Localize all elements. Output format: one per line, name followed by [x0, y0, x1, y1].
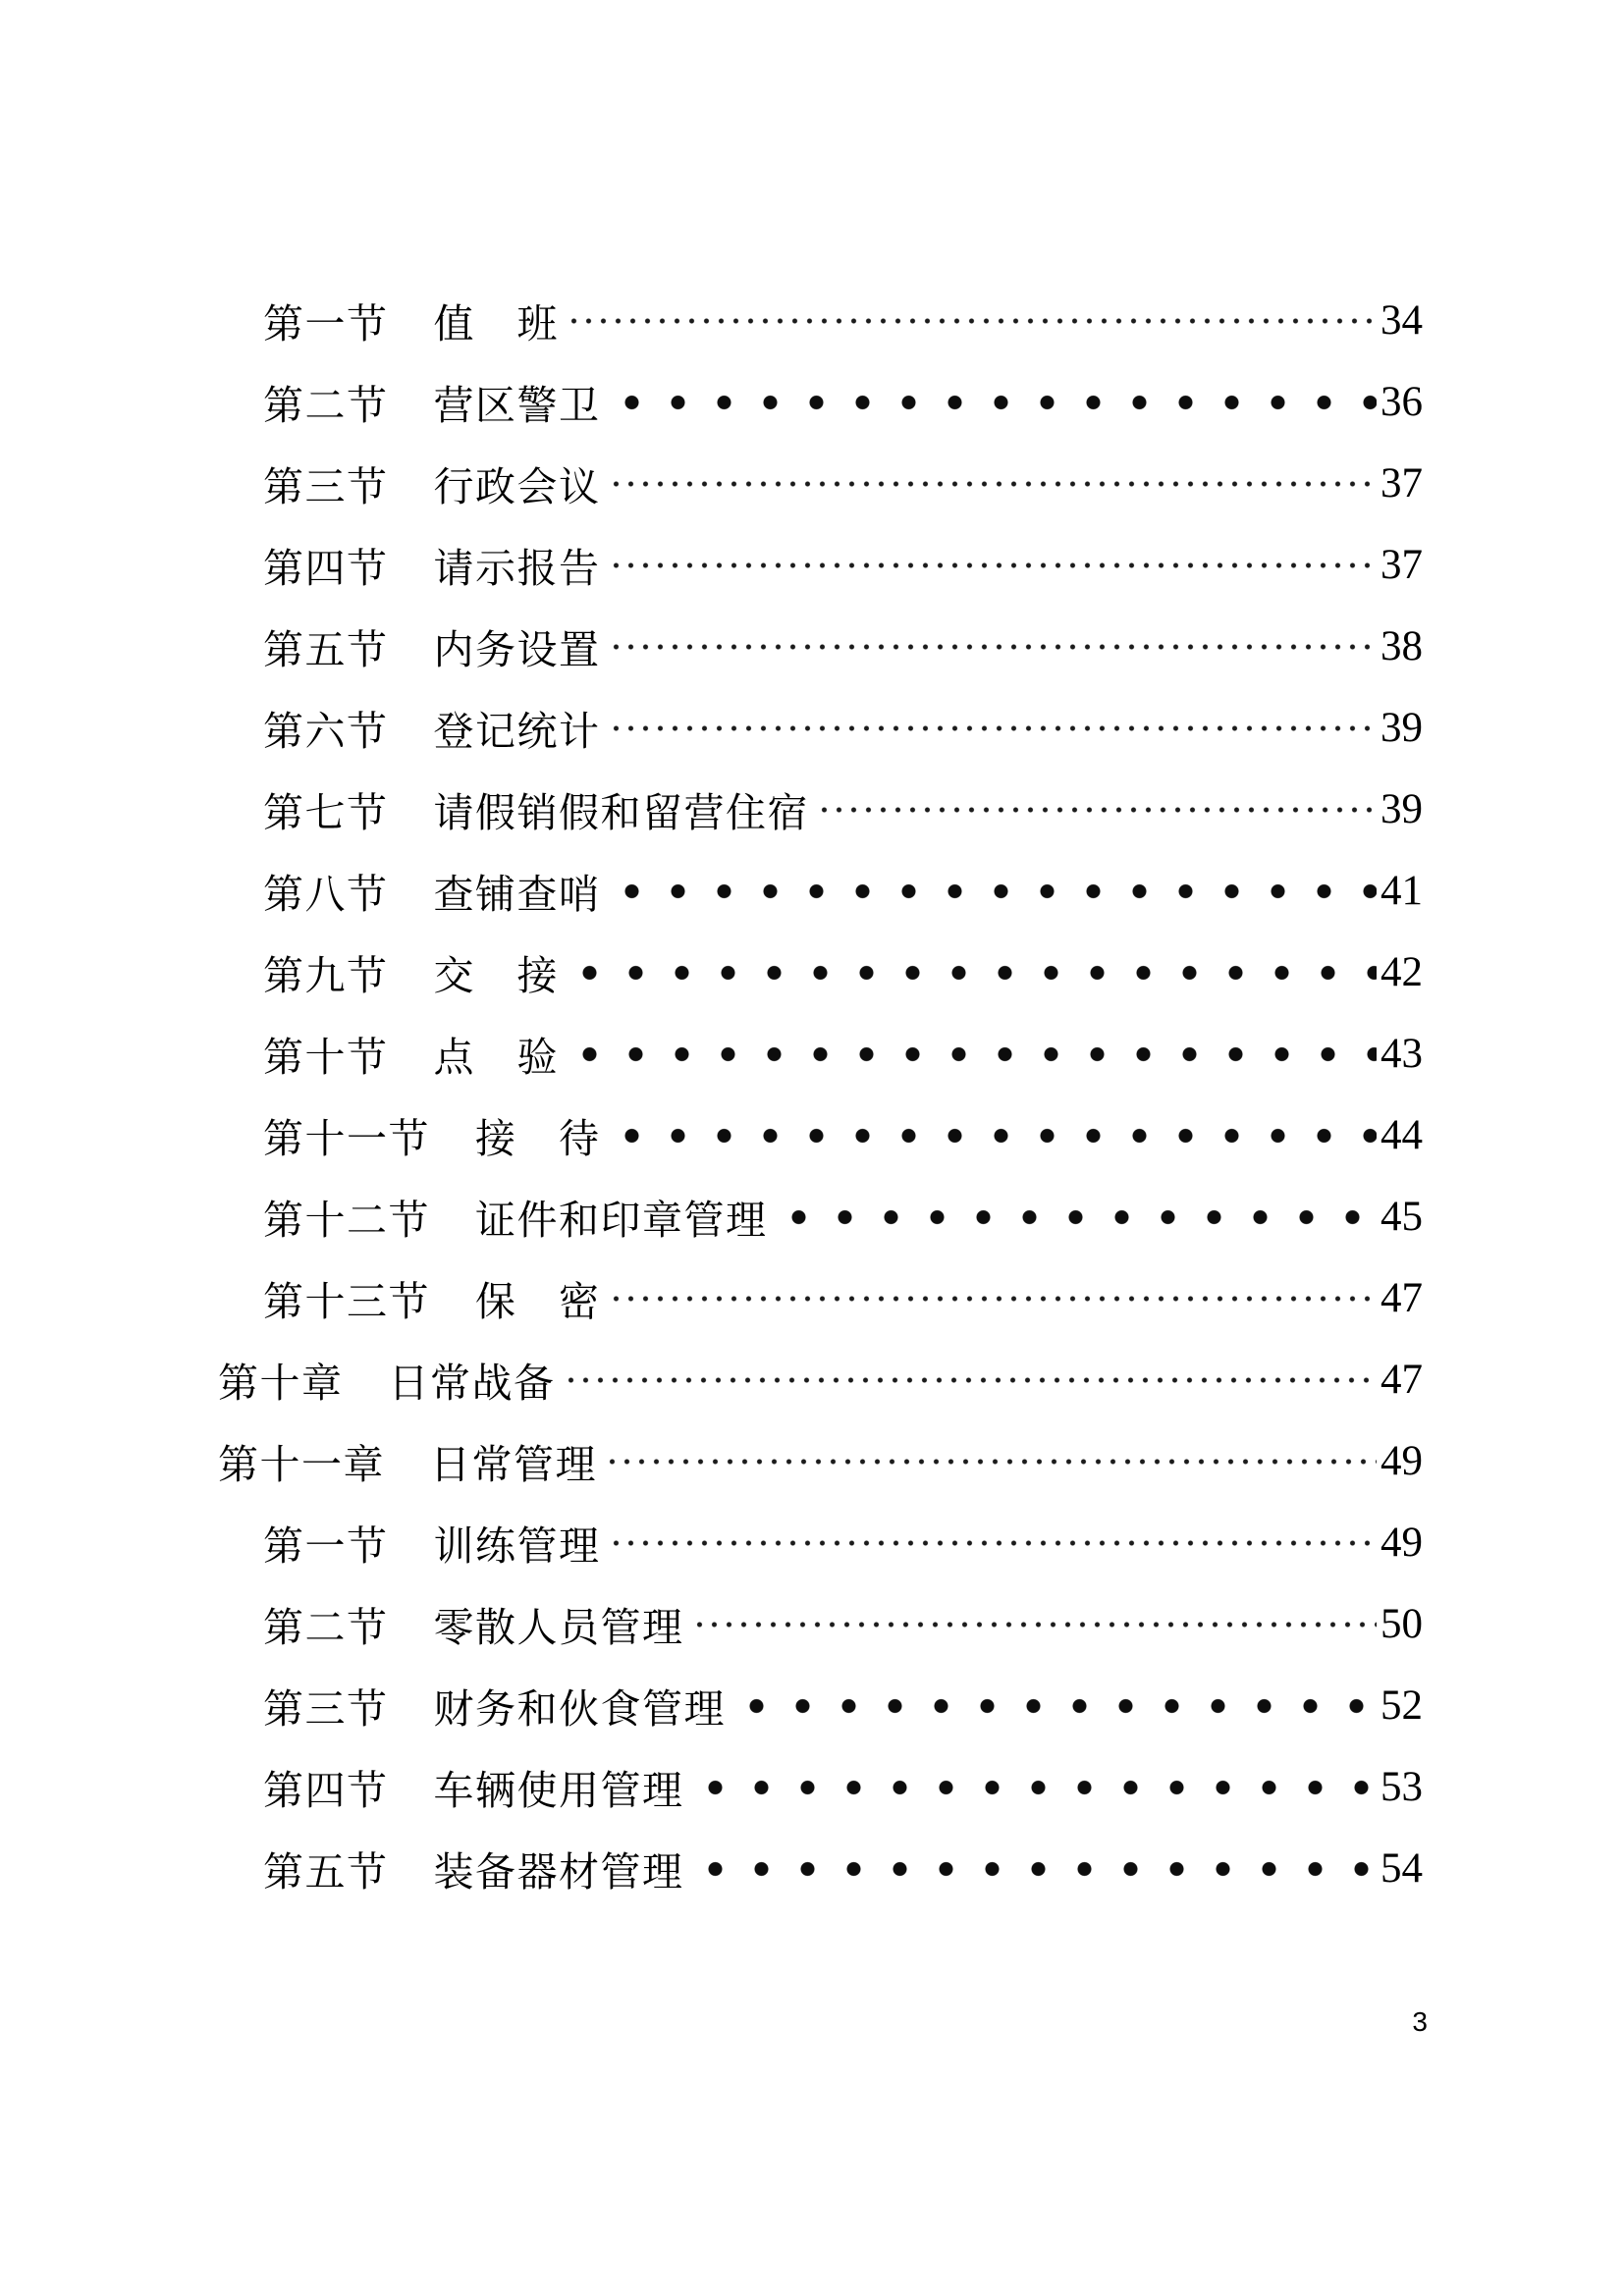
toc-leader-bullets: [609, 881, 1378, 902]
toc-entry-title: 证件和印章管理: [475, 1198, 768, 1243]
toc-entry-page: 50: [1380, 1601, 1423, 1647]
toc-entry: [0, 1013, 1624, 1095]
toc-entry-title: 车辆使用管理: [433, 1768, 684, 1813]
toc-entry-title: 请假销假和留营住宿: [433, 790, 809, 835]
toc-entry-page: 47: [1380, 1357, 1423, 1403]
toc-leader-bullets: [692, 1858, 1378, 1880]
toc-entry-label: 第三节: [263, 1686, 389, 1732]
toc-entry-title: 值 班: [433, 301, 559, 347]
toc-entry-title: 财务和伙食管理: [433, 1686, 726, 1732]
toc-leader-dots: [609, 1288, 1378, 1309]
toc-entry-label: 第二节: [263, 383, 389, 428]
toc-leader-dots: [605, 1451, 1377, 1472]
toc-entry-label: 第一节: [263, 1523, 389, 1569]
toc-leader-dots: [567, 310, 1377, 332]
toc-entry-title: 零散人员管理: [433, 1605, 684, 1650]
toc-leader-bullets: [733, 1695, 1377, 1717]
toc-entry-label: 第一节: [263, 301, 389, 347]
toc-entry-page: 42: [1380, 949, 1423, 995]
toc-entry-title: 装备器材管理: [433, 1849, 684, 1895]
toc-entry-title: 交 接: [433, 953, 559, 998]
toc-entry: [0, 443, 1624, 524]
toc-leader-bullets: [567, 1043, 1377, 1065]
toc-entry-page: 44: [1380, 1112, 1423, 1158]
toc-entry-label: 第十三节: [263, 1279, 430, 1324]
toc-entry-title: 保 密: [475, 1279, 601, 1324]
toc-entry-label: 第十二节: [263, 1198, 430, 1243]
toc-leader-dots: [692, 1614, 1378, 1635]
toc-entry-label: 第四节: [263, 546, 389, 591]
toc-entry-title: 接 待: [475, 1116, 601, 1161]
toc-entry-page: 37: [1380, 542, 1423, 588]
toc-entry-page: 34: [1380, 297, 1423, 344]
toc-entry-page: 43: [1380, 1031, 1423, 1077]
toc-entry-title: 营区警卫: [433, 383, 601, 428]
toc-entry-label: 第九节: [263, 953, 389, 998]
toc-entry-label: 第四节: [263, 1768, 389, 1813]
toc-leader-dots: [609, 473, 1378, 495]
toc-leader-dots: [564, 1369, 1378, 1391]
toc-entry: [0, 1746, 1624, 1828]
toc-entry-title: 日常管理: [430, 1442, 597, 1487]
toc-leader-bullets: [567, 962, 1377, 984]
toc-entry-page: 53: [1380, 1764, 1423, 1810]
toc-entry-label: 第十节: [263, 1035, 389, 1080]
toc-entry-label: 第十一节: [263, 1116, 430, 1161]
toc-entry-page: 49: [1380, 1520, 1423, 1566]
toc-entry: [0, 1583, 1624, 1665]
toc-leader-dots: [609, 1532, 1378, 1554]
toc-entry-page: 39: [1380, 705, 1423, 751]
toc-entry: [0, 606, 1624, 687]
toc-entry-label: 第十一章: [218, 1442, 385, 1487]
toc-entry-page: 47: [1380, 1275, 1423, 1321]
toc-entry-title: 查铺查哨: [433, 872, 601, 917]
toc-leader-bullets: [609, 392, 1378, 413]
toc-entry-page: 49: [1380, 1438, 1423, 1484]
toc-entry-title: 内务设置: [433, 627, 601, 672]
toc-entry-title: 行政会议: [433, 464, 601, 509]
toc-leader-dots: [609, 636, 1378, 658]
toc-entry: [0, 850, 1624, 932]
toc-entry-label: 第七节: [263, 790, 389, 835]
toc-entry: [0, 769, 1624, 850]
toc-entry-page: 39: [1380, 786, 1423, 832]
toc-leader-bullets: [609, 1125, 1378, 1147]
toc-entry-page: 38: [1380, 623, 1423, 669]
toc-entry: [0, 1339, 1624, 1420]
toc-entry: [0, 1665, 1624, 1746]
toc-entry-page: 52: [1380, 1682, 1423, 1729]
toc-entry-title: 点 验: [433, 1035, 559, 1080]
toc-entry: [0, 1095, 1624, 1176]
toc-leader-dots: [817, 799, 1377, 821]
toc-entry: [0, 1420, 1624, 1502]
toc-leader-bullets: [776, 1206, 1378, 1228]
toc-entry-page: 54: [1380, 1845, 1423, 1892]
toc-entry-label: 第十章: [218, 1361, 344, 1406]
toc-entry: [0, 687, 1624, 769]
toc-entry: [0, 1502, 1624, 1583]
toc-entry-page: 41: [1380, 868, 1423, 914]
toc-leader-bullets: [692, 1777, 1378, 1798]
toc-leader-dots: [609, 718, 1378, 739]
toc-entry: [0, 1176, 1624, 1257]
toc-entry-label: 第三节: [263, 464, 389, 509]
toc-entry-page: 36: [1380, 379, 1423, 425]
toc-entry-page: 45: [1380, 1194, 1423, 1240]
toc-entry: [0, 1257, 1624, 1339]
page-number: 3: [1412, 2006, 1428, 2037]
toc-entry-label: 第六节: [263, 709, 389, 754]
toc-entry-label: 第八节: [263, 872, 389, 917]
toc-entry: [0, 1828, 1624, 1909]
toc-entry-page: 37: [1380, 460, 1423, 507]
toc-list: [0, 280, 1624, 1909]
toc-entry-label: 第五节: [263, 1849, 389, 1895]
toc-entry-title: 训练管理: [433, 1523, 601, 1569]
toc-entry: [0, 361, 1624, 443]
toc-entry-title: 请示报告: [433, 546, 601, 591]
toc-entry: [0, 524, 1624, 606]
toc-entry: [0, 280, 1624, 361]
toc-entry-label: 第二节: [263, 1605, 389, 1650]
toc-entry-title: 日常战备: [388, 1361, 556, 1406]
toc-entry: [0, 932, 1624, 1013]
toc-leader-dots: [609, 555, 1378, 576]
toc-entry-title: 登记统计: [433, 709, 601, 754]
toc-entry-label: 第五节: [263, 627, 389, 672]
